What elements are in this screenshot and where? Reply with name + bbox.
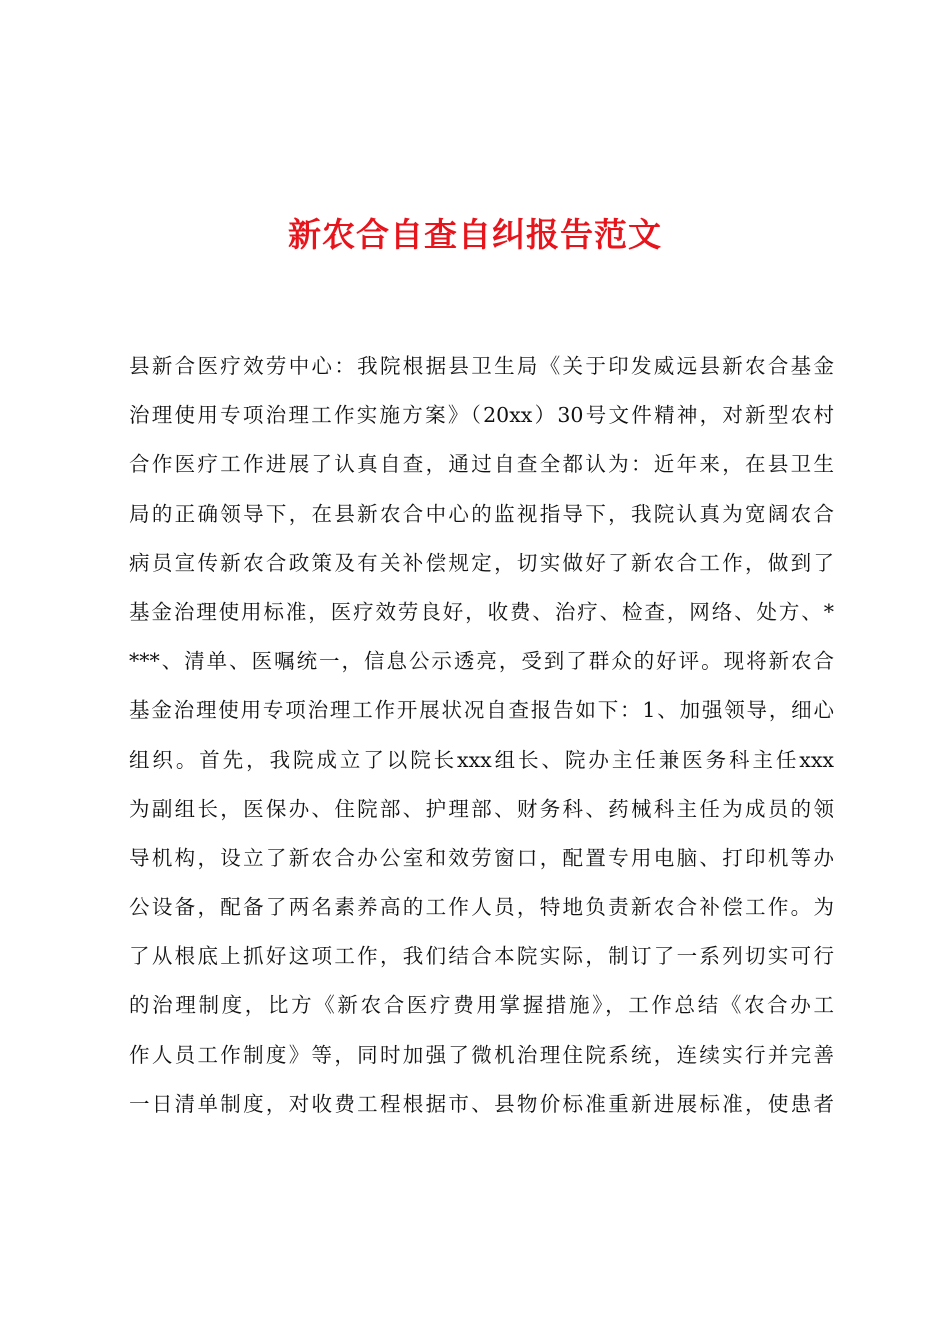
body-line: 局的正确领导下，在县新农合中心的监视指导下，我院认真为宽阔农合: [129, 501, 834, 526]
body-line: 治理使用专项治理工作实施方案》（20xx）30号文件精神，对新型农村: [129, 403, 834, 428]
body-line: 基金治理使用专项治理工作开展状况自查报告如下：1、加强领导，细心: [129, 698, 834, 723]
body-line: 作人员工作制度》等，同时加强了微机治理住院系统，连续实行并完善: [129, 1042, 834, 1067]
body-line: 一日清单制度，对收费工程根据市、县物价标准重新进展标准，使患者: [129, 1091, 834, 1116]
body-line: 县新合医疗效劳中心：我院根据县卫生局《关于印发威远县新农合基金: [129, 354, 834, 378]
body-line: 公设备，配备了两名素养高的工作人员，特地负责新农合补偿工作。为: [129, 895, 834, 920]
body-line: 合作医疗工作进展了认真自查，通过自查全都认为：近年来，在县卫生: [129, 452, 834, 477]
body-line: 的治理制度，比方《新农合医疗费用掌握措施》，工作总结《农合办工: [129, 993, 834, 1018]
body-line: 基金治理使用标准，医疗效劳良好，收费、治疗、检查，网络、处方、*: [129, 599, 834, 624]
body-line: 导机构，设立了新农合办公室和效劳窗口，配置专用电脑、打印机等办: [129, 845, 834, 870]
body-line: 为副组长，医保办、住院部、护理部、财务科、药械科主任为成员的领: [129, 796, 834, 821]
body-line: 病员宣传新农合政策及有关补偿规定，切实做好了新农合工作，做到了: [129, 550, 834, 575]
document-title: 新农合自查自纠报告范文: [288, 215, 662, 254]
body-line: 了从根底上抓好这项工作，我们结合本院实际，制订了一系列切实可行: [129, 944, 834, 969]
body-line: ***、清单、医嘱统一，信息公示透亮，受到了群众的好评。现将新农合: [129, 649, 834, 674]
body-line: 组织。首先，我院成立了以院长xxx组长、院办主任兼医务科主任xxx: [129, 747, 834, 772]
document-body: [129, 342, 834, 1129]
